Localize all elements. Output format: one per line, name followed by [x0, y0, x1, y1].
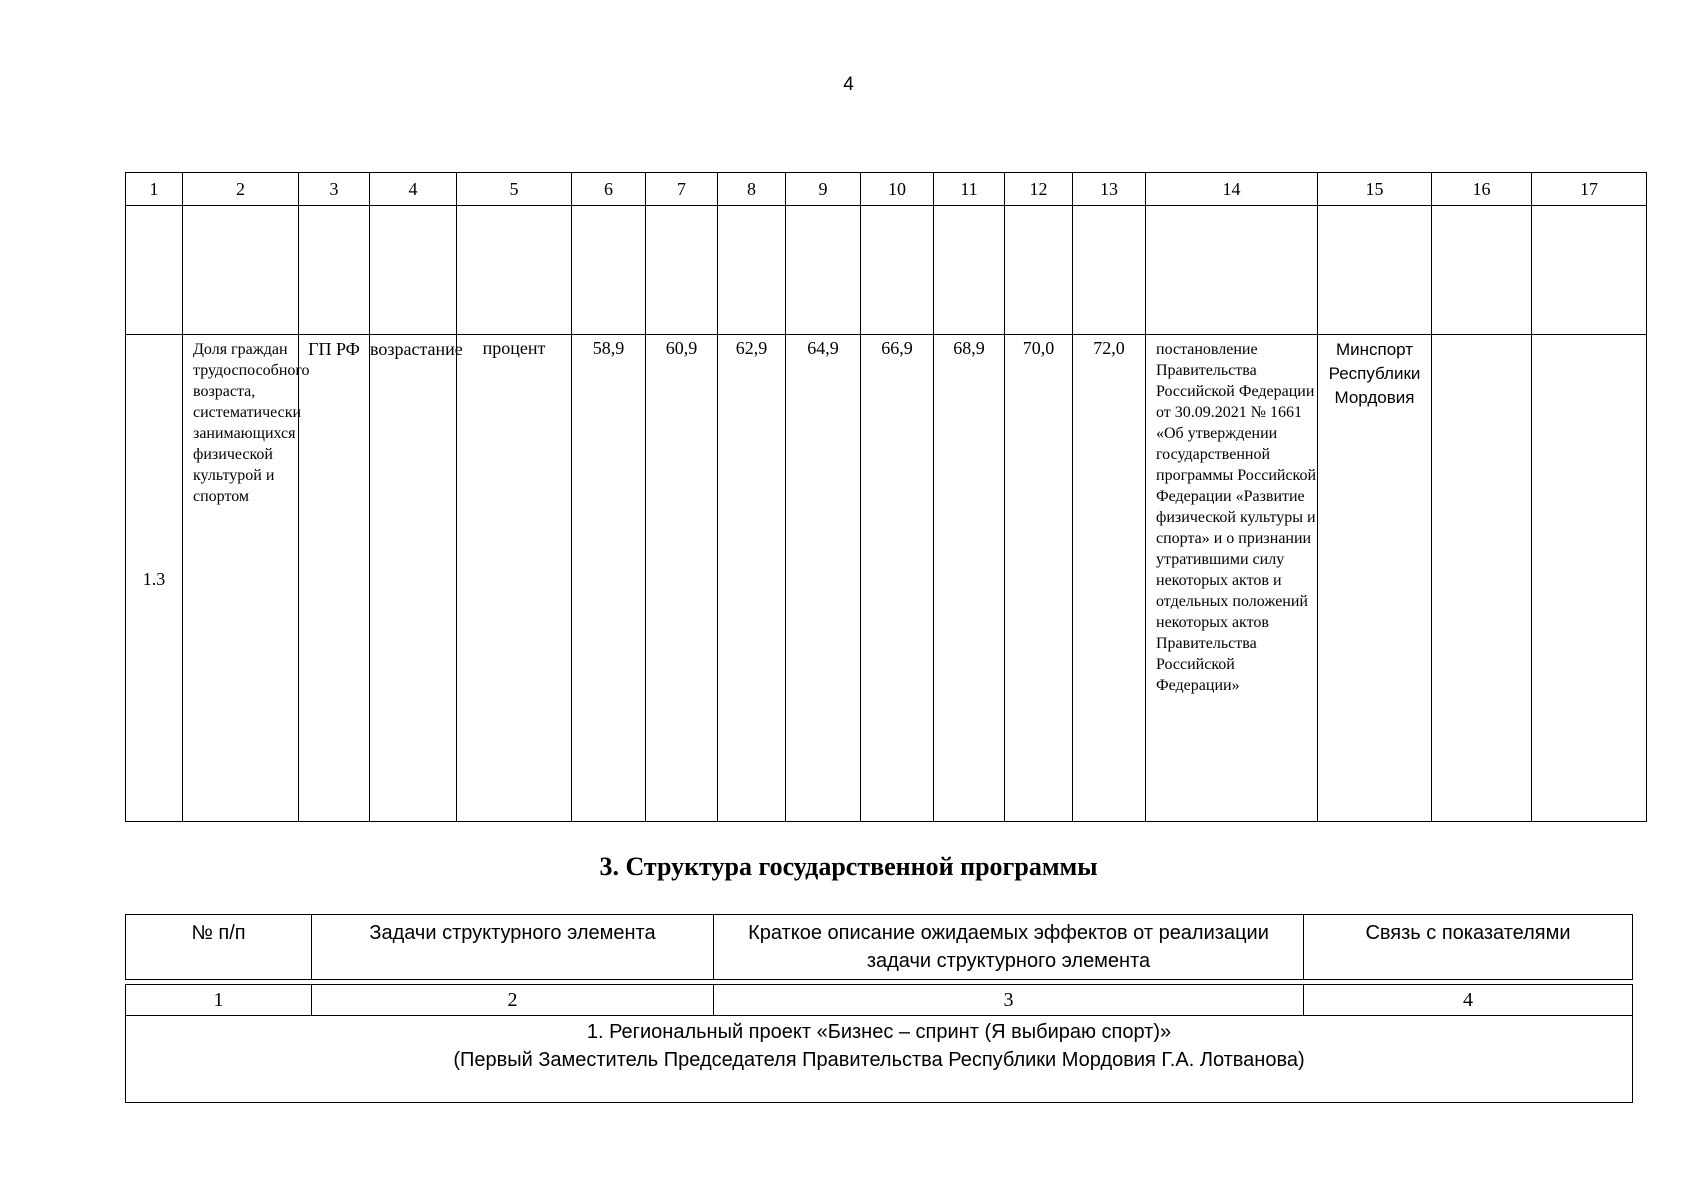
header-cell: Краткое описание ожидаемых эффектов от реализации задачи структурного элемента [714, 915, 1304, 980]
header-cell: Задачи структурного элемента [312, 915, 714, 980]
indicator-value: 64,9 [786, 335, 861, 822]
column-number: 15 [1318, 173, 1432, 206]
column-number: 4 [1304, 985, 1633, 1016]
column-number: 1 [126, 173, 183, 206]
indicator-value: 62,9 [718, 335, 786, 822]
indicator-source: ГП РФ [299, 335, 370, 822]
column-number: 5 [457, 173, 572, 206]
indicators-table [125, 172, 1647, 822]
column-number: 12 [1005, 173, 1073, 206]
project-title: 1. Региональный проект «Бизнес – спринт (Я выбираю спорт)» [586, 1021, 1172, 1043]
column-number: 9 [786, 173, 861, 206]
column-number: 2 [312, 985, 714, 1016]
column-number: 3 [299, 173, 370, 206]
project-row [126, 1016, 1633, 1103]
indicator-value: 72,0 [1073, 335, 1146, 822]
column-number: 14 [1146, 173, 1318, 206]
table-row [126, 335, 1647, 822]
legal-document: постановление Правительства Российской Федерации от 30.09.2021 № 1661 «Об утверждении государственной программы Российской Федерации «Развитие физической культуры и спорта» и о признании утратившими силу некоторых актов и отдельных положений некоторых актов Правительства Российской Федерации» [1146, 335, 1318, 822]
header-cell: № п/п [126, 915, 312, 980]
responsible-body: Минспорт Республики Мордовия [1318, 335, 1432, 822]
table-header-row [126, 915, 1633, 980]
empty-cell [1532, 335, 1647, 822]
indicator-value: 68,9 [934, 335, 1005, 822]
column-number: 16 [1432, 173, 1532, 206]
row-number: 1.3 [126, 335, 183, 822]
page-number: 4 [843, 74, 854, 95]
table-header-row [126, 173, 1647, 206]
indicator-value: 66,9 [861, 335, 934, 822]
column-number: 3 [714, 985, 1304, 1016]
column-number: 2 [183, 173, 299, 206]
column-number: 7 [646, 173, 718, 206]
indicator-value: 70,0 [1005, 335, 1073, 822]
column-numbers-row [126, 985, 1633, 1016]
empty-cell [1432, 335, 1532, 822]
column-number: 1 [126, 985, 312, 1016]
indicator-value: 60,9 [646, 335, 718, 822]
project-curator: (Первый Заместитель Председателя Правительства Республики Мордовия Г.А. Лотванова) [453, 1049, 1305, 1071]
column-number: 13 [1073, 173, 1146, 206]
column-number: 10 [861, 173, 934, 206]
indicator-trend: возрастание [370, 335, 457, 822]
column-number: 4 [370, 173, 457, 206]
section-title: 3. Структура государственной программы [599, 852, 1098, 881]
structure-table [125, 914, 1633, 1103]
project-cell [126, 1016, 1633, 1103]
indicator-value: 58,9 [572, 335, 646, 822]
empty-row [126, 206, 1647, 335]
column-number: 11 [934, 173, 1005, 206]
header-cell: Связь с показателями [1304, 915, 1633, 980]
indicator-unit: процент [457, 335, 572, 822]
column-number: 6 [572, 173, 646, 206]
indicator-name: Доля граждан трудоспособного возраста, систематически занимающихся физической культурой и спортом [183, 335, 299, 822]
column-number: 8 [718, 173, 786, 206]
column-number: 17 [1532, 173, 1647, 206]
